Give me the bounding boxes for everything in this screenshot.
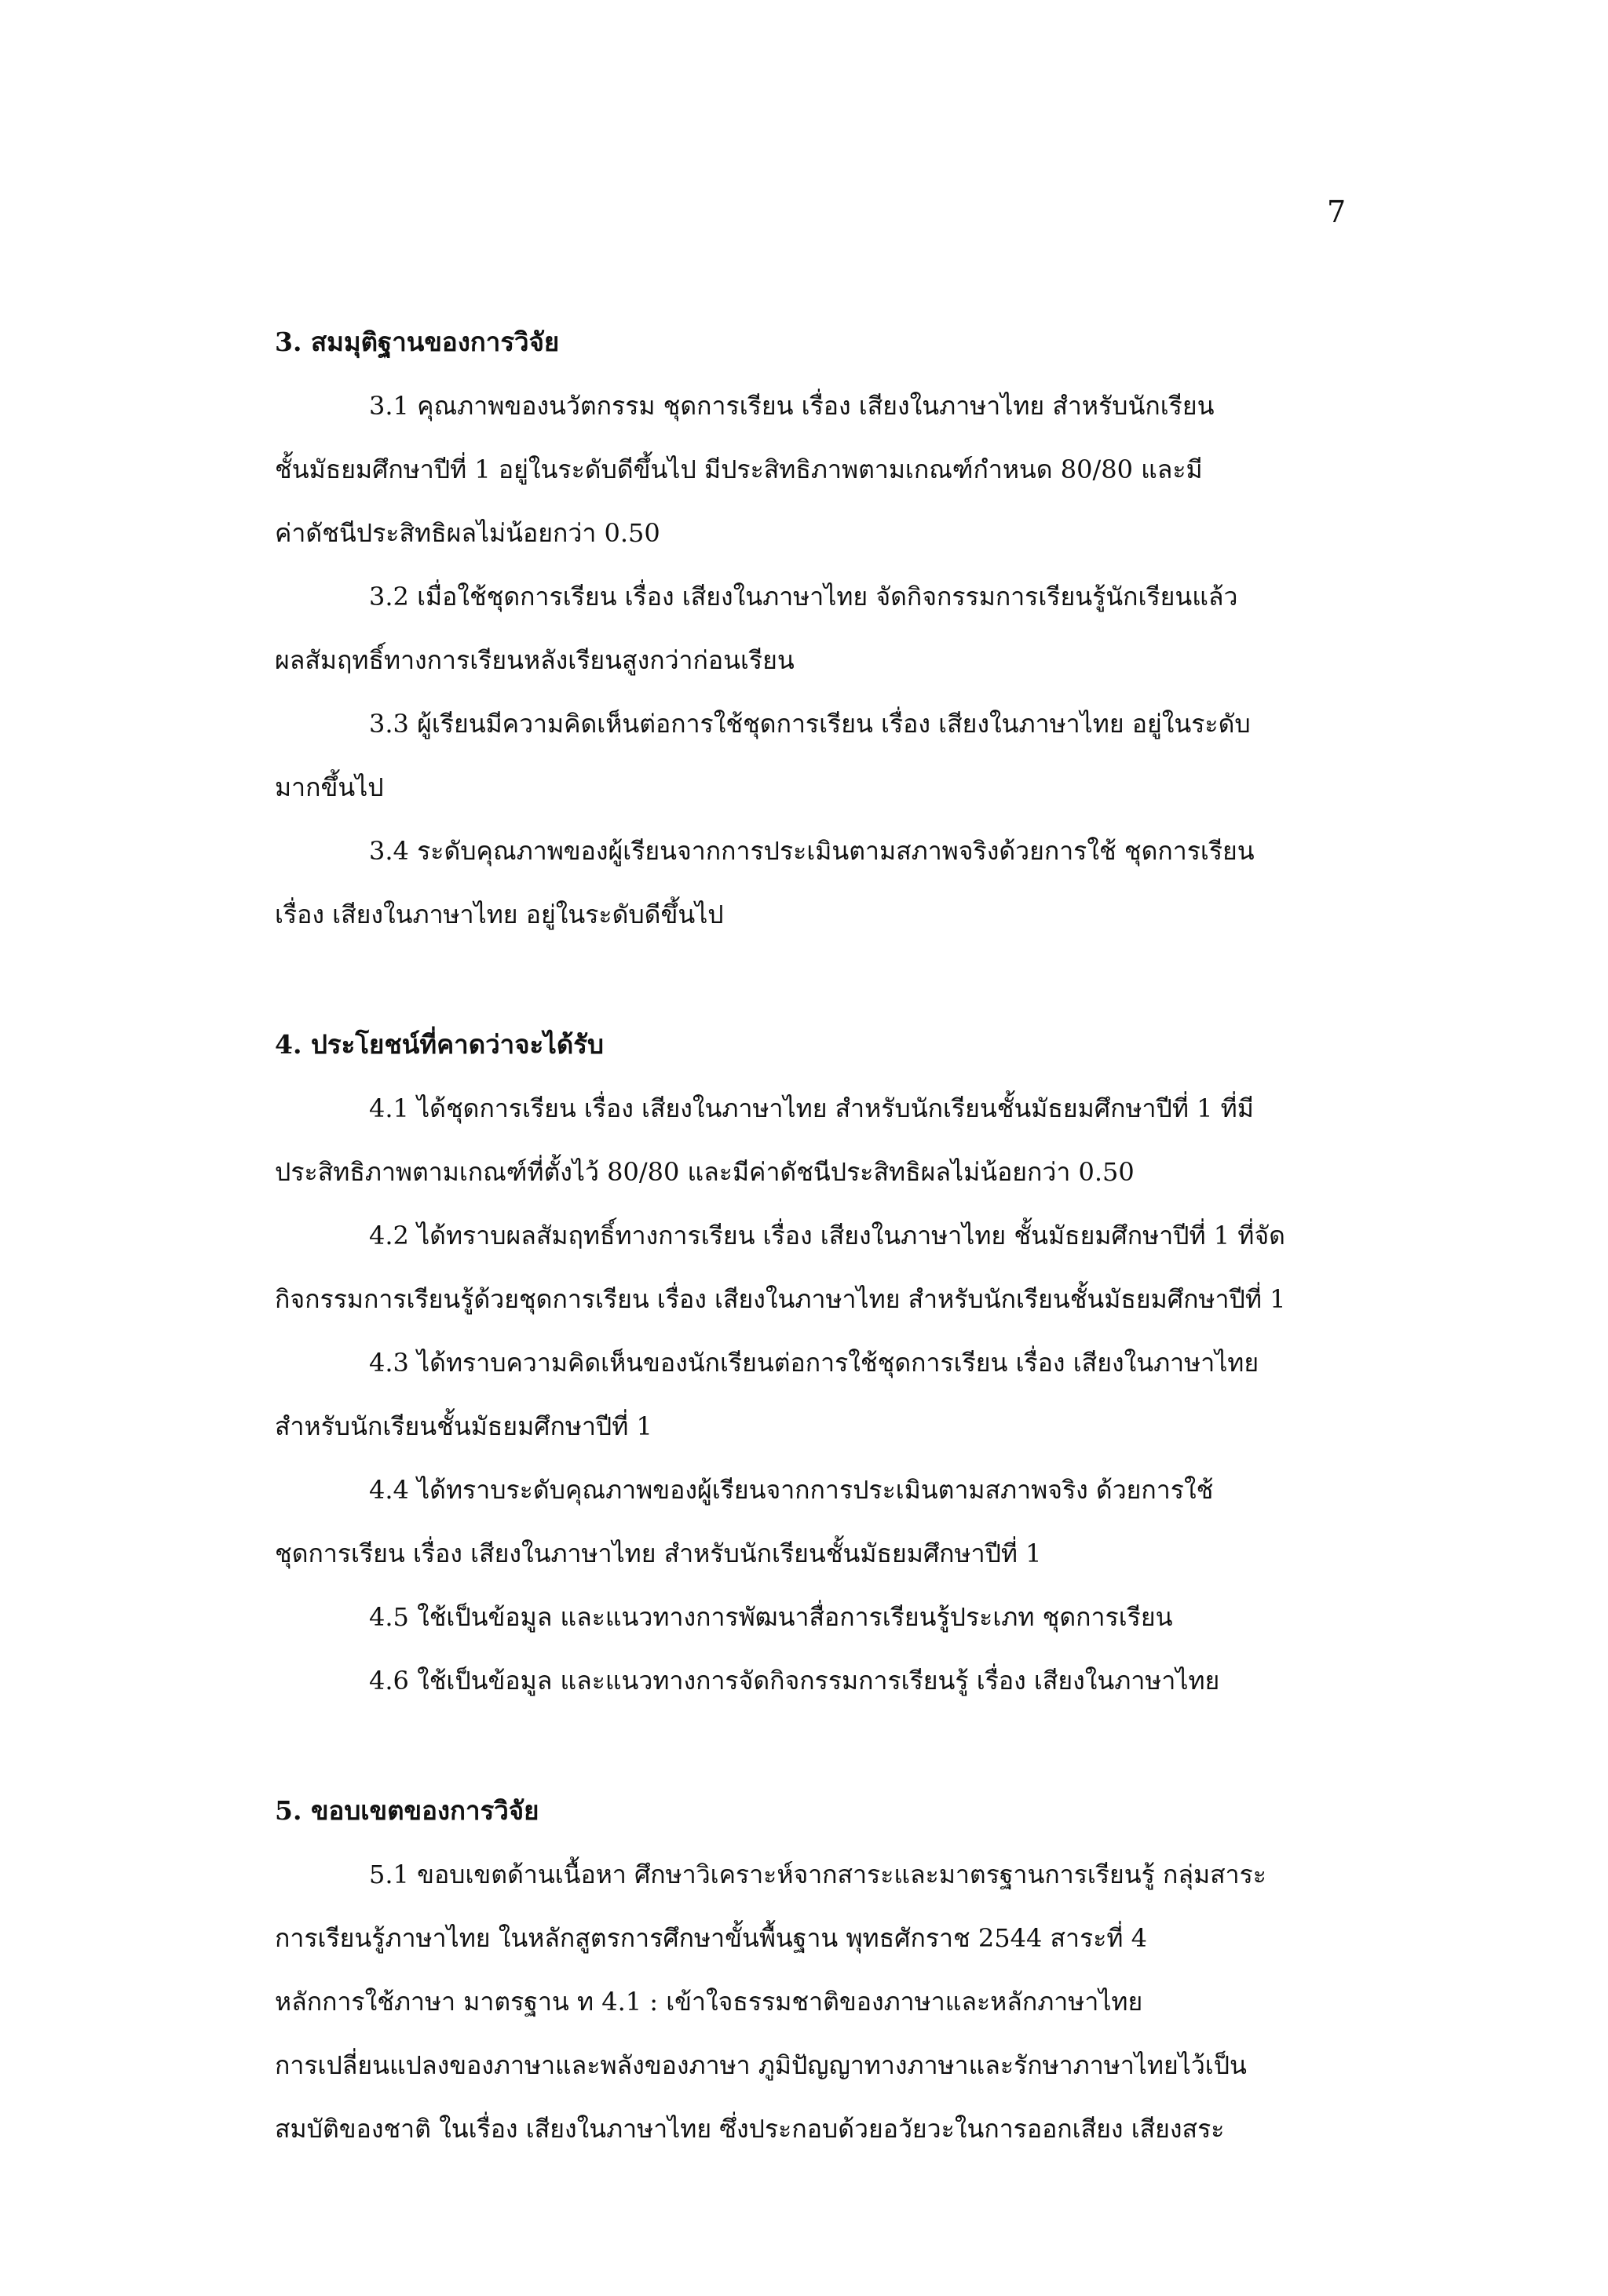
paragraph-line: ผลสัมฤทธิ์ทางการเรียนหลังเรียนสูงกว่าก่อนเรียน — [275, 645, 795, 675]
paragraph-line: 3.1 คุณภาพของนวัตกรรม ชุดการเรียน เรื่อง เสียงในภาษาไทย สำหรับนักเรียน — [369, 391, 1215, 421]
paragraph-line: 4.1 ได้ชุดการเรียน เรื่อง เสียงในภาษาไทย สำหรับนักเรียนชั้นมัธยมศึกษาปีที่ 1 ที่มี — [369, 1093, 1254, 1123]
paragraph-4-3 — [275, 1331, 1386, 1458]
section-spacer — [275, 1713, 1386, 1779]
paragraph-line: ประสิทธิภาพตามเกณฑ์ที่ตั้งไว้ 80/80 และมีค่าดัชนีประสิทธิผลไม่น้อยกว่า 0.50 — [275, 1157, 1135, 1187]
section-heading: 5. ขอบเขตของการวิจัย — [275, 1795, 539, 1826]
paragraph-3-4 — [275, 819, 1386, 947]
paragraph-4-4 — [275, 1458, 1386, 1586]
paragraph-line: ค่าดัชนีประสิทธิผลไม่น้อยกว่า 0.50 — [275, 518, 660, 548]
paragraph-line: 4.2 ได้ทราบผลสัมฤทธิ์ทางการเรียน เรื่อง เสียงในภาษาไทย ชั้นมัธยมศึกษาปีที่ 1 ที่จัด — [369, 1221, 1285, 1250]
section-heading: 3. สมมุติฐานของการวิจัย — [275, 327, 560, 357]
paragraph-line: 3.4 ระดับคุณภาพของผู้เรียนจากการประเมินตามสภาพจริงด้วยการใช้ ชุดการเรียน — [369, 836, 1255, 866]
paragraph-line: 3.2 เมื่อใช้ชุดการเรียน เรื่อง เสียงในภาษาไทย จัดกิจกรรมการเรียนรู้นักเรียนแล้ว — [369, 582, 1238, 611]
paragraph-line: มากขึ้นไป — [275, 772, 384, 802]
paragraph-4-6 — [275, 1649, 1386, 1713]
paragraph-3-3 — [275, 692, 1386, 819]
paragraph-4-2 — [275, 1204, 1386, 1331]
section-expected-benefits — [275, 1013, 1386, 1713]
paragraph-5-1 — [275, 1843, 1386, 2161]
paragraph-line: สมบัติของชาติ ในเรื่อง เสียงในภาษาไทย ซึ่งประกอบด้วยอวัยวะในการออกเสียง เสียงสระ — [275, 2114, 1225, 2144]
section-hypotheses — [275, 310, 1386, 947]
paragraph-line: 3.3 ผู้เรียนมีความคิดเห็นต่อการใช้ชุดการเรียน เรื่อง เสียงในภาษาไทย อยู่ในระดับ — [369, 709, 1251, 739]
paragraph-4-5 — [275, 1586, 1386, 1649]
page-number: 7 — [1327, 195, 1347, 229]
paragraph-line: ชุดการเรียน เรื่อง เสียงในภาษาไทย สำหรับนักเรียนชั้นมัธยมศึกษาปีที่ 1 — [275, 1539, 1042, 1568]
paragraph-line: 4.3 ได้ทราบความคิดเห็นของนักเรียนต่อการใช้ชุดการเรียน เรื่อง เสียงในภาษาไทย — [369, 1348, 1259, 1378]
section-heading: 4. ประโยชน์ที่คาดว่าจะได้รับ — [275, 1029, 604, 1060]
paragraph-line: 4.5 ใช้เป็นข้อมูล และแนวทางการพัฒนาสื่อการเรียนรู้ประเภท ชุดการเรียน — [369, 1602, 1173, 1632]
paragraph-line: การเปลี่ยนแปลงของภาษาและพลังของภาษา ภูมิปัญญาทางภาษาและรักษาภาษาไทยไว้เป็น — [275, 2050, 1247, 2080]
paragraph-3-2 — [275, 565, 1386, 692]
section-scope — [275, 1779, 1386, 2161]
paragraph-line: 4.4 ได้ทราบระดับคุณภาพของผู้เรียนจากการประเมินตามสภาพจริง ด้วยการใช้ — [369, 1475, 1214, 1505]
paragraph-line: ชั้นมัธยมศึกษาปีที่ 1 อยู่ในระดับดีขึ้นไป มีประสิทธิภาพตามเกณฑ์กำหนด 80/80 และมี — [275, 454, 1203, 484]
paragraph-line: 5.1 ขอบเขตด้านเนื้อหา ศึกษาวิเคราะห์จากสาระและมาตรฐานการเรียนรู้ กลุ่มสาระ — [369, 1860, 1266, 1889]
paragraph-line: หลักการใช้ภาษา มาตรฐาน ท 4.1 : เข้าใจธรรมชาติของภาษาและหลักภาษาไทย — [275, 1987, 1143, 2017]
document-body — [275, 310, 1386, 2161]
paragraph-line: สำหรับนักเรียนชั้นมัธยมศึกษาปีที่ 1 — [275, 1411, 652, 1441]
paragraph-4-1 — [275, 1077, 1386, 1204]
paragraph-line: เรื่อง เสียงในภาษาไทย อยู่ในระดับดีขึ้นไป — [275, 900, 724, 929]
paragraph-line: การเรียนรู้ภาษาไทย ในหลักสูตรการศึกษาขั้นพื้นฐาน พุทธศักราช 2544 สาระที่ 4 — [275, 1923, 1148, 1953]
paragraph-line: 4.6 ใช้เป็นข้อมูล และแนวทางการจัดกิจกรรมการเรียนรู้ เรื่อง เสียงในภาษาไทย — [369, 1666, 1220, 1696]
paragraph-line: กิจกรรมการเรียนรู้ด้วยชุดการเรียน เรื่อง เสียงในภาษาไทย สำหรับนักเรียนชั้นมัธยมศึกษาปีที่ 1 — [275, 1284, 1286, 1314]
paragraph-3-1 — [275, 374, 1386, 565]
section-spacer — [275, 947, 1386, 1013]
